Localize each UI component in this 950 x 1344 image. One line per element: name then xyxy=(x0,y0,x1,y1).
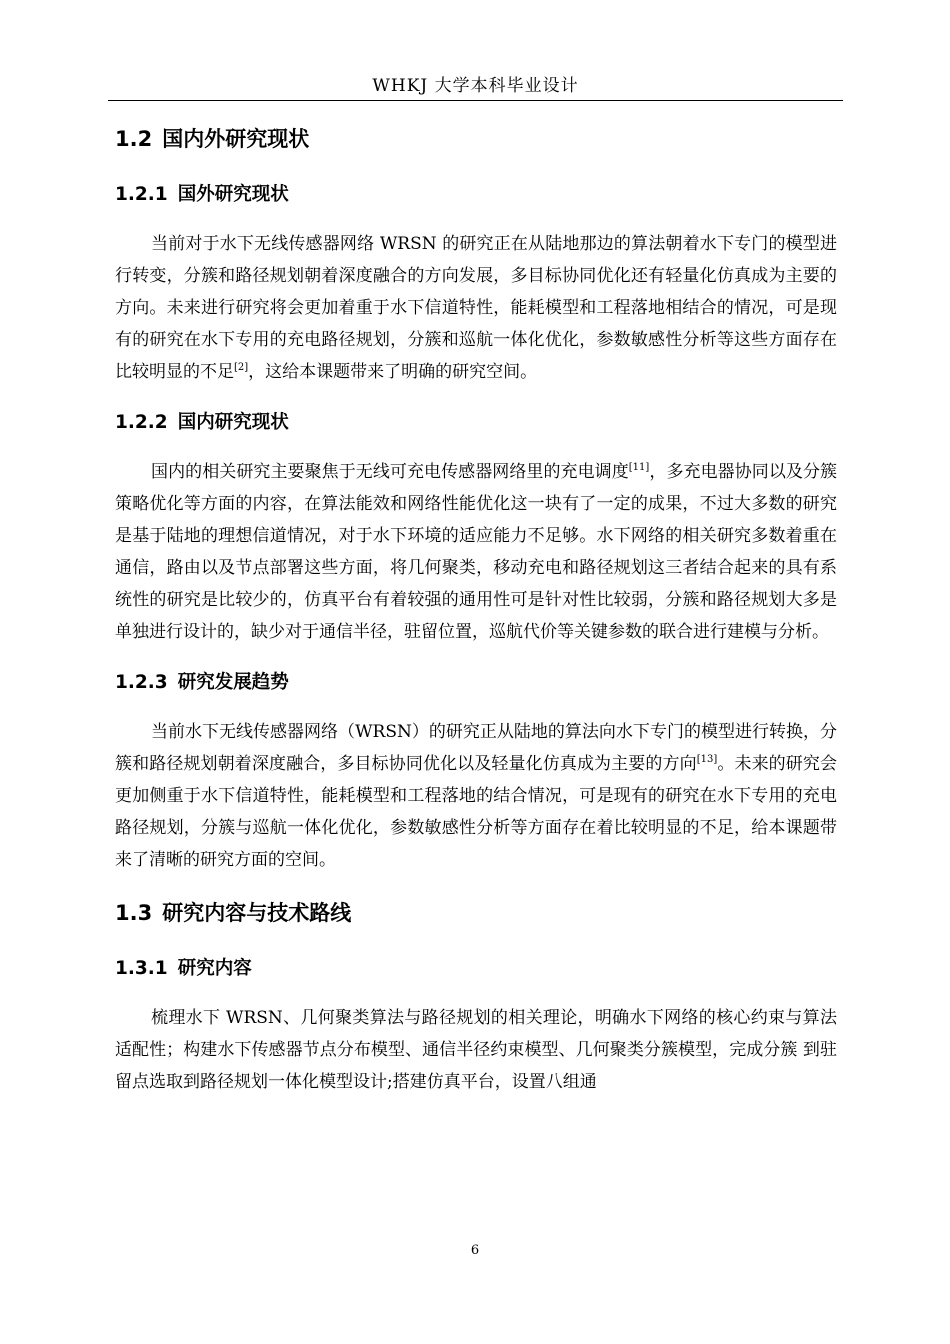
citation: [2] xyxy=(234,362,249,373)
page-number: 6 xyxy=(470,1243,480,1258)
paragraph-domestic-research: 国内的相关研究主要聚焦于无线可充电传感器网络里的充电调度[11]，多充电器协同以及分簇策略优化等方面的内容，在算法能效和网络性能优化这一块有了一定的成果，不过大多数的研究是基于陆地的理想信道情况，对于水下环境的适应能力不足够。水下网络的相关研究多数着重在通信，路由以及节点部署这些方面，将几何聚类，移动充电和路径规划这三者结合起来的具有系统性的研究是比较少的，仿真平台有着较强的通用性可是针对性比较弱，分簇和路径规划大多是单独进行设计的，缺少对于通信半径，驻留位置，巡航代价等关键参数的联合进行建模与分析。 xyxy=(115,462,838,642)
paragraph-research-trend: 当前水下无线传感器网络（WRSN）的研究正从陆地的算法向水下专门的模型进行转换，分簇和路径规划朝着深度融合，多目标协同优化以及轻量化仿真成为主要的方向[13]。未来的研究会更加侧重于水下信道特性，能耗模型和工程落地的结合情况，可是现有的研究在水下专用的充电路径规划，分簇与巡航一体化优化，参数敏感性分析等方面存在着比较明显的不足，给本课题带来了清晰的研究方面的空间。 xyxy=(115,722,838,870)
subsection-heading-1-2-1 xyxy=(115,176,837,222)
page-body xyxy=(115,118,837,1114)
subsection-number: 1.2.3 xyxy=(115,672,168,693)
citation: [13] xyxy=(696,754,718,765)
section-heading-1-2 xyxy=(115,118,837,168)
section-number: 1.2 xyxy=(115,127,153,151)
header-rule xyxy=(108,100,843,101)
section-title: 国内外研究现状 xyxy=(162,127,310,151)
subsection-title: 国外研究现状 xyxy=(177,184,289,205)
running-header: WHKJ 大学本科毕业设计 xyxy=(372,76,579,96)
section-number: 1.3 xyxy=(115,901,153,925)
citation: [11] xyxy=(628,462,650,473)
paragraph-foreign-research: 当前对于水下无线传感器网络 WRSN 的研究正在从陆地那边的算法朝着水下专门的模型进行转变，分簇和路径规划朝着深度融合的方向发展，多目标协同优化还有轻量化仿真成为主要的方向。未来进行研究将会更加着重于水下信道特性，能耗模型和工程落地相结合的情况，可是现有的研究在水下专用的充电路径规划，分簇和巡航一体化优化，参数敏感性分析等这些方面存在比较明显的不足[2]，这给本课题带来了明确的研究空间。 xyxy=(115,234,837,382)
subsection-number: 1.2.2 xyxy=(115,412,168,433)
subsection-heading-1-2-2 xyxy=(115,404,837,450)
subsection-number: 1.3.1 xyxy=(115,958,168,979)
subsection-title: 研究发展趋势 xyxy=(177,672,289,693)
section-title: 研究内容与技术路线 xyxy=(162,901,352,925)
paragraph-research-content: 梳理水下 WRSN、几何聚类算法与路径规划的相关理论，明确水下网络的核心约束与算法适配性；构建水下传感器节点分布模型、通信半径约束模型、几何聚类分簇模型，完成分簇 到驻留点选取到路径规划一体化模型设计;搭建仿真平台，设置八组通 xyxy=(115,1008,837,1092)
section-heading-1-3 xyxy=(115,892,837,942)
subsection-heading-1-2-3 xyxy=(115,664,837,710)
subsection-heading-1-3-1 xyxy=(115,950,837,996)
subsection-title: 国内研究现状 xyxy=(177,412,289,433)
subsection-number: 1.2.1 xyxy=(115,184,168,205)
subsection-title: 研究内容 xyxy=(177,958,252,979)
